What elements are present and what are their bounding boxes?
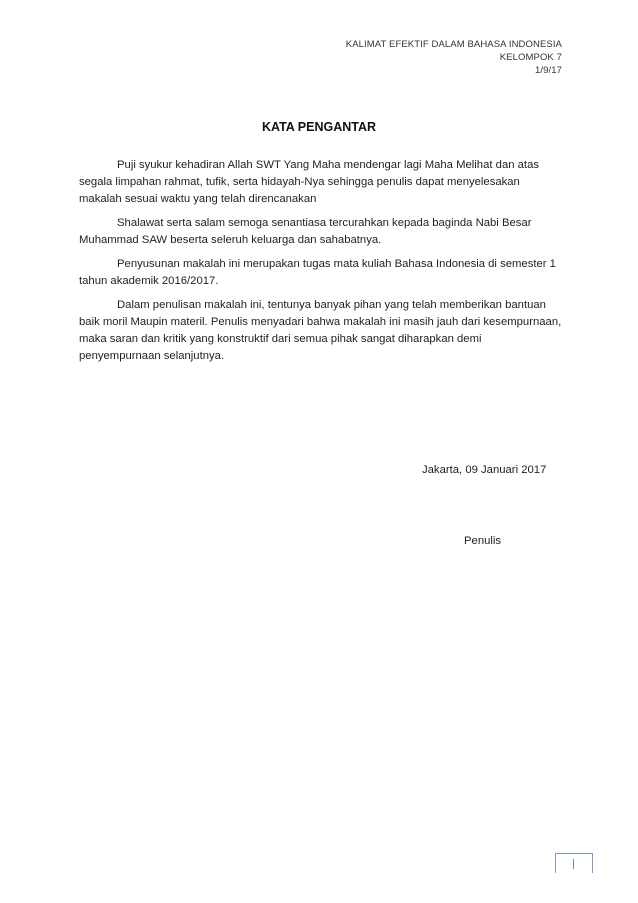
paragraph: Puji syukur kehadiran Allah SWT Yang Maha mendengar lagi Maha Melihat dan atas segala limpahan rahmat, tufik, serta hidayah-Nya sehingga penulis dapat menyelesakan makalah sesuai waktu yang telah direncanakan (79, 159, 539, 205)
place-date: Jakarta, 09 Januari 2017 (422, 464, 547, 476)
document-body (79, 157, 563, 372)
page-number-mark (573, 859, 574, 869)
page-header (346, 38, 562, 77)
paragraph: Dalam penulisan makalah ini, tentunya banyak pihan yang telah memberikan bantuan baik moril Maupin materil. Penulis menyadari bahwa makalah ini masih jauh dari kesempurnaan, maka saran dan kritik yang konstruktif dari semua pihak sangat diharapkan demi penyempurnaan selanjutnya. (79, 299, 562, 362)
header-line-title: KALIMAT EFEKTIF DALAM BAHASA INDONESIA (345, 39, 562, 50)
paragraph: Penyusunan makalah ini merupakan tugas mata kuliah Bahasa Indonesia di semester 1 tahun akademik 2016/2017. (79, 258, 556, 287)
header-line-group: KELOMPOK 7 (499, 52, 562, 63)
page-number-box (555, 853, 593, 873)
paragraph: Shalawat serta salam semoga senantiasa tercurahkan kepada baginda Nabi Besar Muhammad SAW beserta seleruh keluarga dan sahabatnya. (79, 217, 532, 246)
signer-label: Penulis (464, 535, 502, 547)
document-title: KATA PENGANTAR (261, 120, 377, 134)
header-line-date: 1/9/17 (534, 65, 562, 76)
